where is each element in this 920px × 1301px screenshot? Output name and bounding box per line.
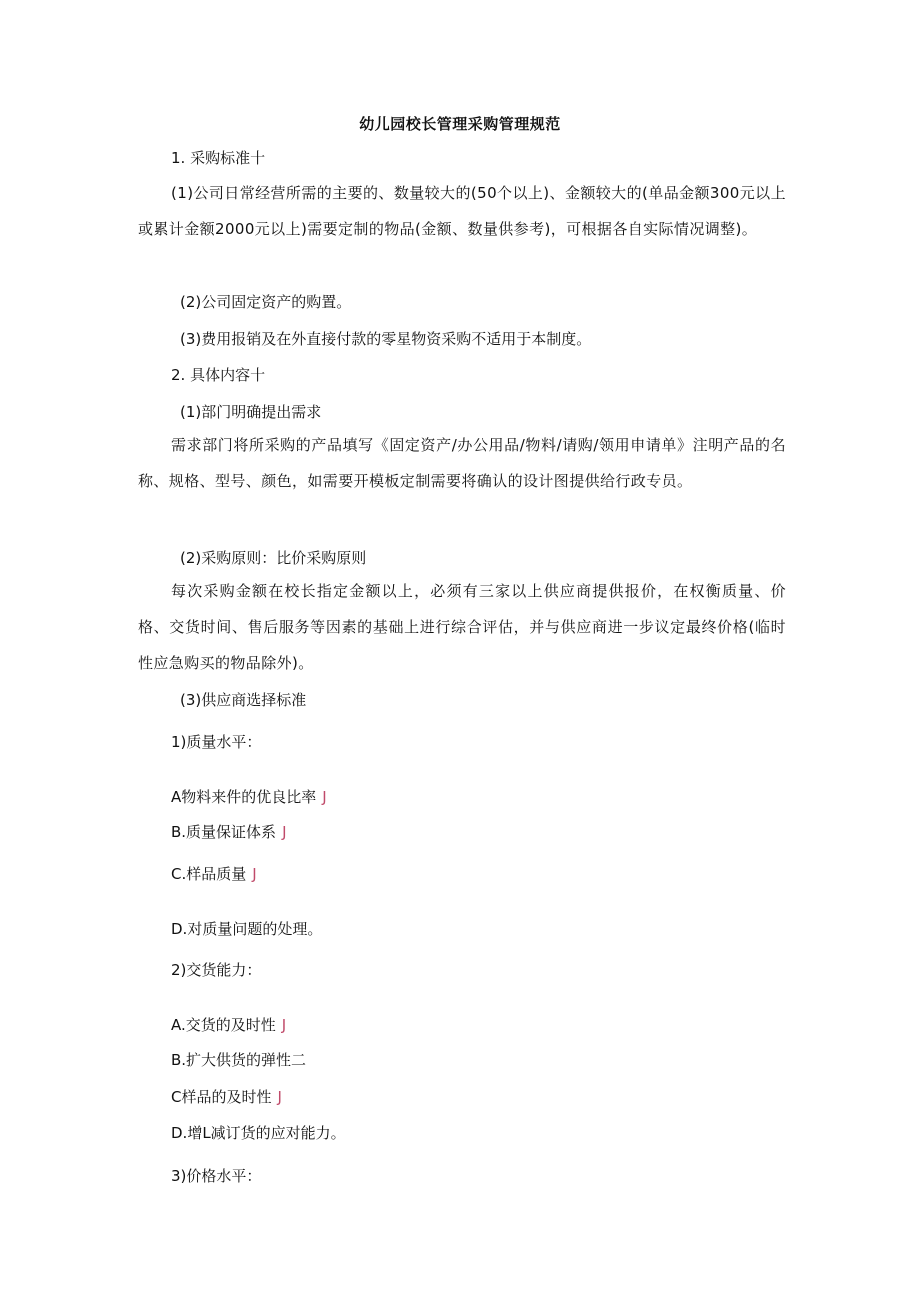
quality-item-a (171, 788, 327, 806)
document-title: 幼儿园校长管理采购管理规范 (359, 115, 561, 133)
section-2-item-1: (1)部门明确提出需求 (180, 403, 322, 421)
delivery-item-c-text: C样品的及时性 (171, 1088, 272, 1106)
quality-item-b (171, 823, 287, 841)
section-1-paragraph-3: (3)费用报销及在外直接付款的零星物资采购不适用于本制度。 (180, 330, 592, 348)
delivery-item-d: D.增L减订货的应对能力。 (171, 1124, 346, 1142)
quality-item-c (171, 865, 257, 883)
check-mark-glyph: J (252, 865, 257, 883)
delivery-item-a-text: A.交货的及时性 (171, 1016, 276, 1034)
section-2-item-2-text: 每次采购金额在校长指定金额以上，必须有三家以上供应商提供报价，在权衡质量、价格、交货时间、售后服务等因素的基础上进行综合评估，并与供应商进一步议定最终价格(临时性应急购买的物品除外)。 (138, 582, 786, 672)
quality-item-c-text: C.样品质量 (171, 865, 247, 883)
check-mark-glyph: J (322, 788, 327, 806)
check-mark-glyph: J (281, 1016, 287, 1034)
section-1-heading: 1. 采购标准十 (171, 149, 266, 167)
delivery-item-c (171, 1088, 282, 1106)
section-2-item-1-text: 需求部门将所采购的产品填写《固定资产/办公用品/物料/请购/领用申请单》注明产品的名称、规格、型号、颜色，如需要开模板定制需要将确认的设计图提供给行政专员。 (138, 436, 786, 490)
quality-heading: 1)质量水平： (171, 733, 262, 751)
section-2-heading: 2. 具体内容十 (171, 366, 266, 384)
price-heading: 3)价格水平： (171, 1167, 262, 1185)
section-2-item-2: (2)采购原则：比价采购原则 (180, 549, 367, 567)
quality-item-a-text: A物料来件的优良比率 (171, 788, 317, 806)
delivery-item-b: B.扩大供货的弹性二 (171, 1051, 307, 1069)
check-mark-glyph: J (282, 823, 287, 841)
quality-item-d: D.对质量问题的处理。 (171, 920, 323, 938)
section-1-paragraph-1: (1)公司日常经营所需的主要的、数量较大的(50个以上)、金额较大的(单品金额300元以上或累计金额2000元以上)需要定制的物品(金额、数量供参考)，可根据各自实际情况调整)。 (138, 184, 786, 238)
section-1-paragraph-2: (2)公司固定资产的购置。 (180, 293, 352, 311)
delivery-heading: 2)交货能力： (171, 961, 262, 979)
section-2-item-3: (3)供应商选择标准 (180, 691, 307, 709)
check-mark-glyph: J (277, 1088, 282, 1106)
quality-item-b-text: B.质量保证体系 (171, 823, 277, 841)
delivery-item-a (171, 1016, 286, 1034)
